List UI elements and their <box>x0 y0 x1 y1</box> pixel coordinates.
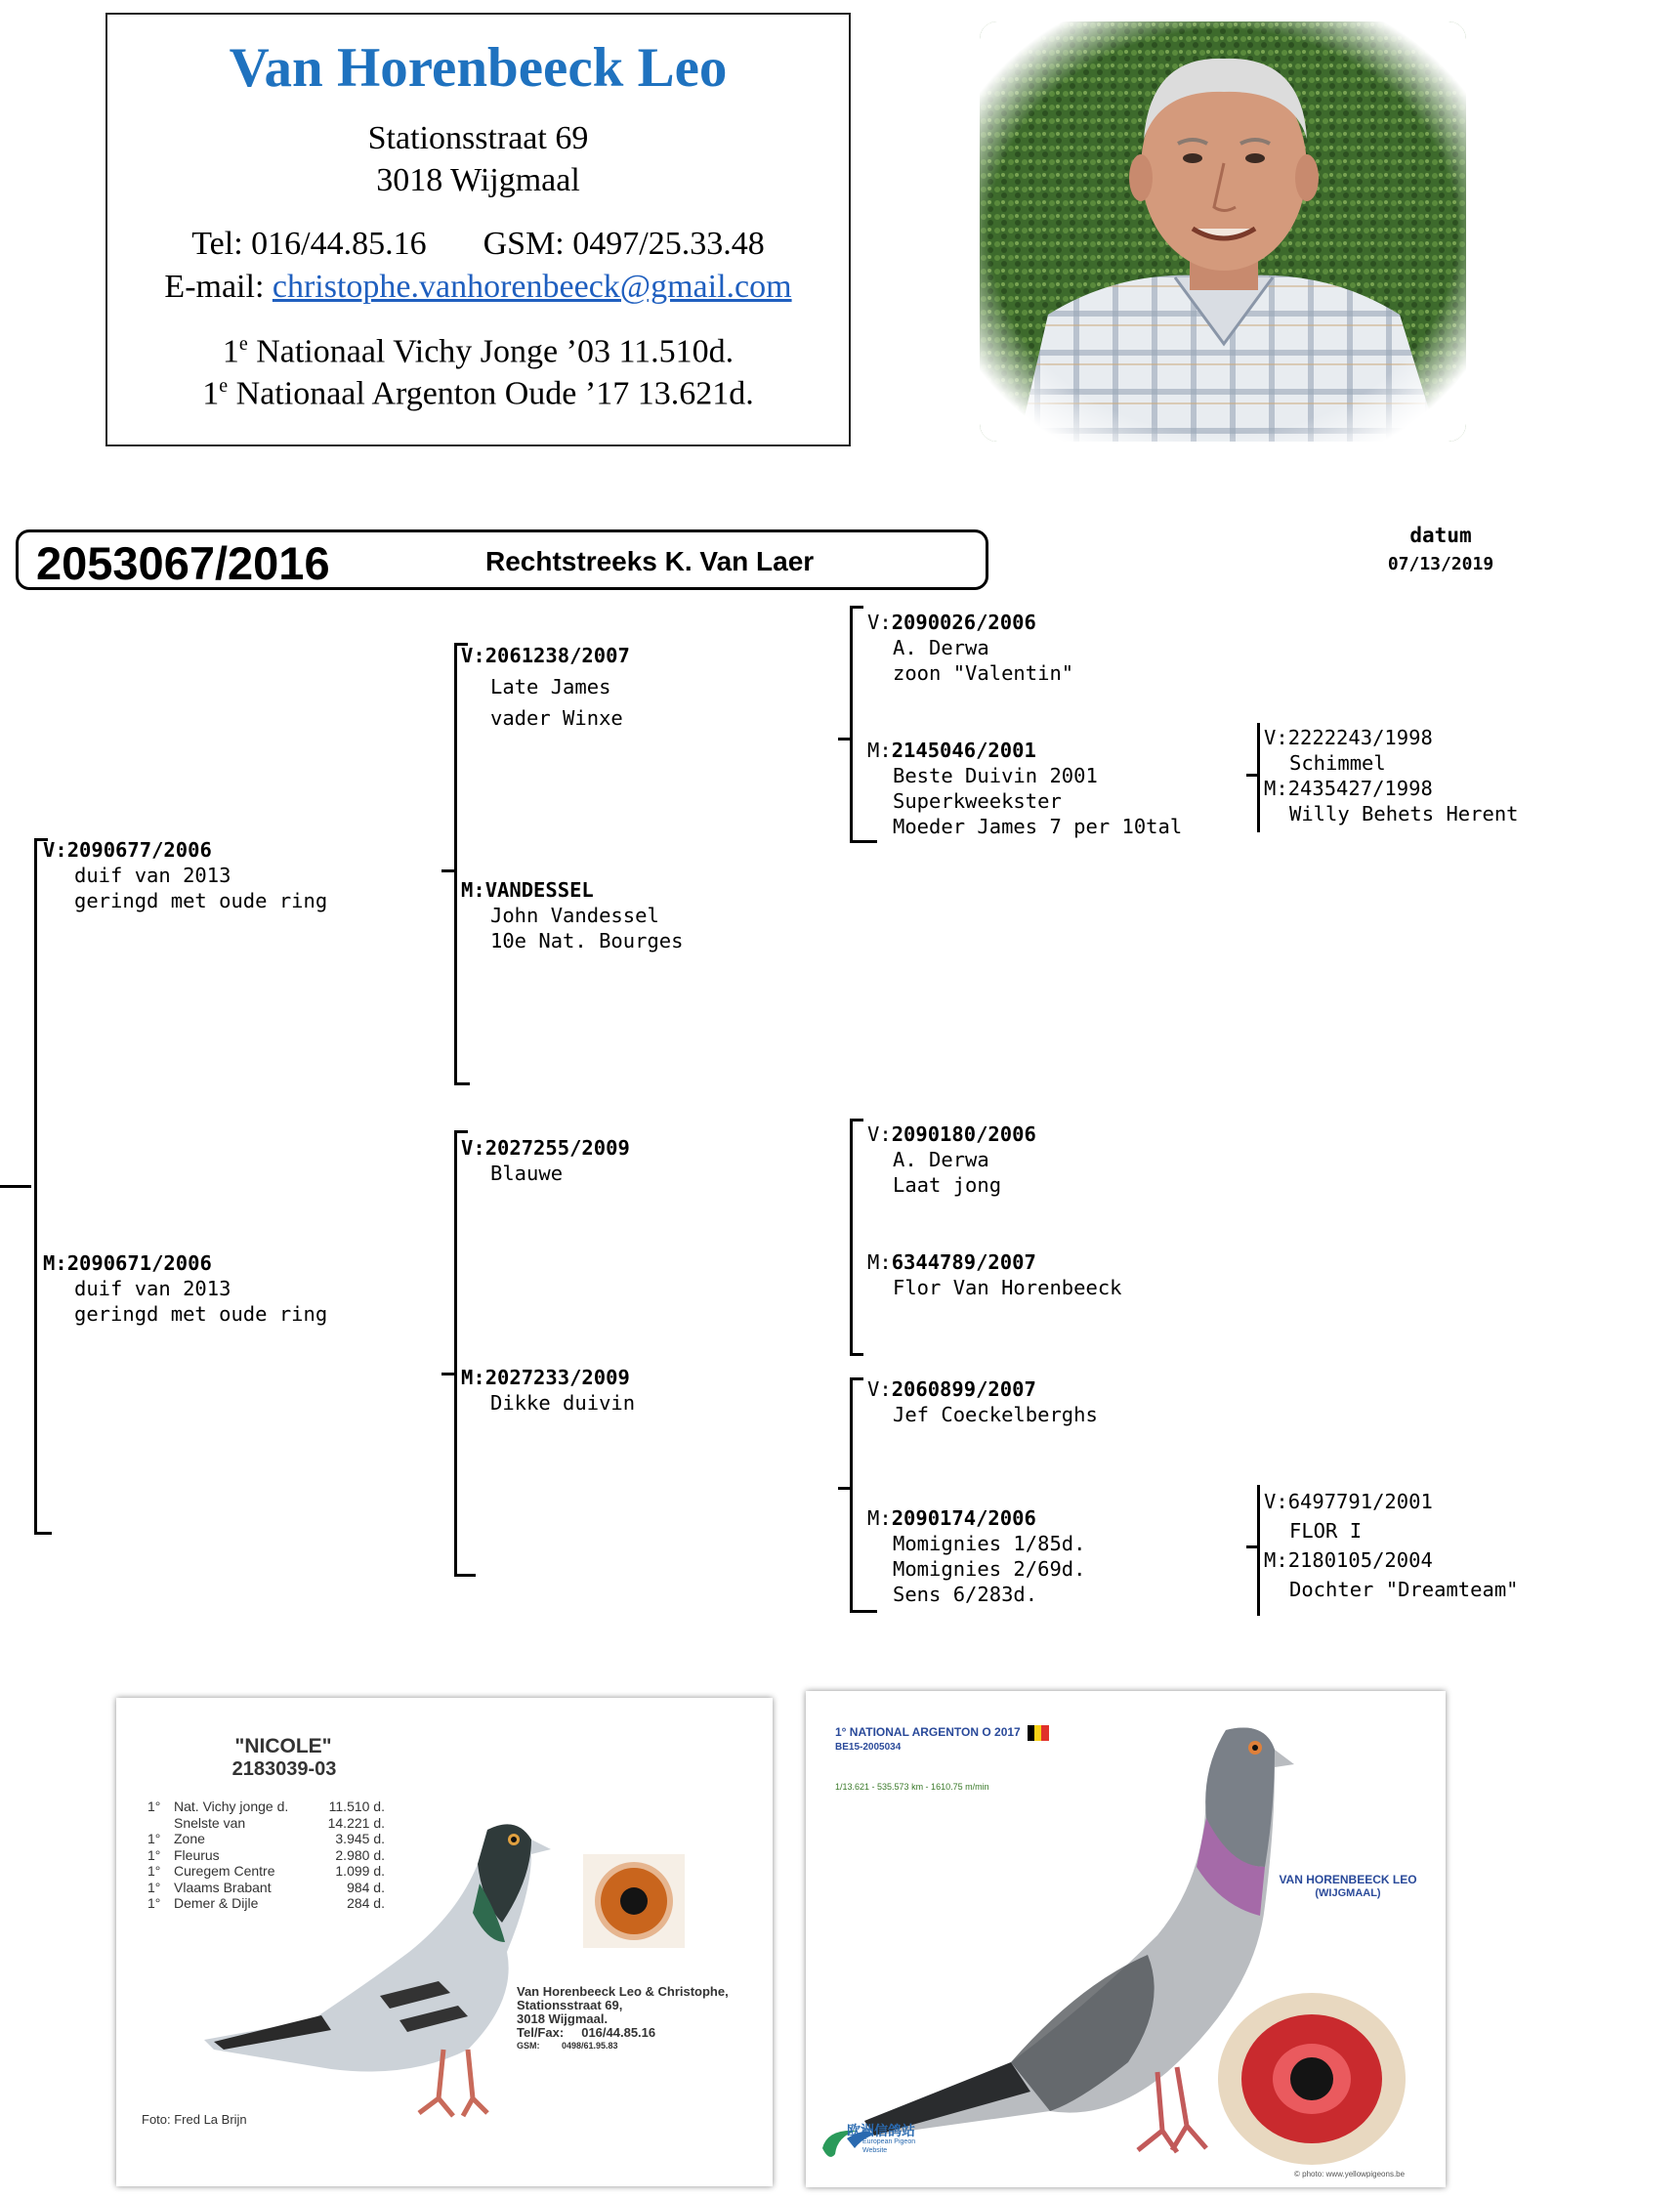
sire-entry <box>43 837 327 913</box>
card1-result-rank: 1° <box>147 1831 161 1846</box>
connector-dam-mid <box>441 1373 455 1375</box>
card2-owner: VAN HORENBEECK LEO <box>1279 1873 1417 1886</box>
ssd-line-2: Superkweekster <box>893 789 1062 813</box>
ds-line-1: Blauwe <box>490 1162 564 1185</box>
sire-sire-entry <box>461 640 630 734</box>
dam-ring: 2090671/2006 <box>66 1251 212 1275</box>
connector-gen2-sire <box>454 643 457 1084</box>
card1-owner-line: GSM: 0498/61.95.83 <box>517 2041 618 2051</box>
ssd-line-3: Moeder James 7 per 10tal <box>893 815 1183 838</box>
portrait-image <box>980 21 1466 442</box>
sire-prefix: V: <box>43 838 67 862</box>
sd-prefix: M: <box>461 878 485 902</box>
pigeon-card-argenton <box>806 1691 1446 2187</box>
card1-name: "NICOLE" <box>234 1735 332 1757</box>
ssd-prefix: M: <box>867 739 892 762</box>
dd-ring: 2027233/2009 <box>484 1366 630 1389</box>
dam-prefix: M: <box>43 1251 67 1275</box>
sire-line-2: geringd met oude ring <box>74 889 328 912</box>
ddd-ring: 2090174/2006 <box>891 1506 1036 1530</box>
email-label: E-mail: <box>164 269 273 305</box>
connector-dam-tick <box>34 1532 52 1535</box>
achievement-1-rank: 1 <box>222 333 239 370</box>
card1-photo-credit: Foto: Fred La Brijn <box>142 2112 247 2127</box>
ssd-d-prefix: M: <box>1264 777 1288 800</box>
connector-sd-tick <box>454 1082 470 1085</box>
dss-line-1: A. Derwa <box>893 1148 989 1171</box>
connector-dds-tick <box>850 1377 863 1380</box>
card1-owner-line: 3018 Wijgmaal. <box>517 2011 609 2026</box>
card1-owner-line: Stationsstraat 69, <box>517 1998 623 2012</box>
card1-result-race: Snelste van <box>174 1814 246 1831</box>
ss-line-1: Late James <box>490 675 611 698</box>
ds-ring: 2027255/2009 <box>484 1136 630 1160</box>
ssd-d-line: Willy Behets Herent <box>1289 802 1519 825</box>
dam-line-1: duif van 2013 <box>74 1277 231 1300</box>
connector-gen3-1-mid <box>838 738 852 740</box>
card1-result-rank: 1° <box>147 1895 161 1911</box>
dd-line-1: Dikke duivin <box>490 1391 636 1415</box>
connector-root <box>0 1185 31 1188</box>
owner-name: Van Horenbeeck Leo <box>229 37 728 99</box>
pigeon-ring-number: 2053067/2016 <box>36 537 330 589</box>
ss-line-2: vader Winxe <box>490 706 623 730</box>
card1-result-birds: 14.221 d. <box>327 1814 385 1831</box>
card1-result-race: Nat. Vichy jonge d. <box>174 1798 289 1814</box>
connector-ddd-tick <box>850 1610 877 1613</box>
sss-line-2: zoon "Valentin" <box>893 661 1074 685</box>
ss-prefix: V: <box>461 644 485 667</box>
dd-prefix: M: <box>461 1366 485 1389</box>
ddd-prefix: M: <box>867 1506 892 1530</box>
card1-result-birds: 984 d. <box>347 1879 385 1895</box>
dsd-entry <box>867 1249 1122 1300</box>
card2-title-text: 1° NATIONAL ARGENTON O 2017 <box>835 1725 1021 1740</box>
ddd-d-line: Dochter "Dreamteam" <box>1289 1578 1519 1601</box>
card1-result-birds: 284 d. <box>347 1895 385 1911</box>
sire-line-1: duif van 2013 <box>74 864 231 887</box>
card1-result-race: Demer & Dijle <box>174 1895 259 1911</box>
connector-dss-tick <box>850 1119 863 1121</box>
ssd-ring: 2145046/2001 <box>891 739 1036 762</box>
date-value: 07/13/2019 <box>1387 554 1494 574</box>
card1-owner-line: Van Horenbeeck Leo & Christophe, <box>517 1984 729 1999</box>
dss-ring: 2090180/2006 <box>891 1122 1036 1146</box>
sd-ring: VANDESSEL <box>484 878 594 902</box>
logo-en-text-1: European Pigeon <box>862 2138 916 2145</box>
pedigree-header <box>16 529 988 590</box>
card1-result-rank: 1° <box>147 1846 161 1863</box>
eye-inset-nicole <box>583 1854 685 1948</box>
ddd-d-prefix: M: <box>1264 1548 1288 1572</box>
dam-sire-entry <box>461 1135 630 1186</box>
ssd-s-prefix: V: <box>1264 726 1288 749</box>
achievement-1 <box>107 333 849 370</box>
card1-result-rank: 1° <box>147 1879 161 1895</box>
connector-gen2-dam <box>454 1130 457 1576</box>
connector-dd-tick <box>454 1574 476 1577</box>
dds-line-1: Jef Coeckelberghs <box>893 1403 1098 1426</box>
ddd-line-2: Momignies 2/69d. <box>893 1557 1086 1581</box>
dsd-ring: 6344789/2007 <box>891 1250 1036 1274</box>
card1-result-birds: 1.099 d. <box>335 1863 385 1879</box>
eye-inset-argenton <box>1214 1989 1409 2170</box>
achievement-1-sup: e <box>238 333 248 355</box>
ddd-s-prefix: V: <box>1264 1490 1288 1513</box>
ssd-s-line: Schimmel <box>1289 751 1386 775</box>
connector-gen4-1-mid <box>1246 774 1258 777</box>
card2-owner-town: (WIJGMAAL) <box>1315 1887 1381 1899</box>
logo-cn-text: 欧洲信鸽站 <box>847 2123 915 2138</box>
pigeon-origin: Rechtstreeks K. Van Laer <box>485 546 815 576</box>
card2-stats: 1/13.621 - 535.573 km - 1610.75 m/min <box>835 1782 989 1792</box>
tel-number: Tel: 016/44.85.16 <box>191 226 427 262</box>
card1-result-race: Zone <box>174 1831 205 1846</box>
ds-prefix: V: <box>461 1136 485 1160</box>
card1-ring: 2183039-03 <box>231 1758 337 1780</box>
sss-entry <box>867 610 1073 686</box>
dss-prefix: V: <box>867 1122 892 1146</box>
connector-gen3-3-mid <box>838 1487 852 1490</box>
card1-result-race: Vlaams Brabant <box>174 1879 272 1895</box>
dss-line-2: Laat jong <box>893 1173 1002 1197</box>
ssd-entry <box>867 738 1182 839</box>
dam-line-2: geringd met oude ring <box>74 1302 328 1326</box>
card2-photo-credit: © photo: www.yellowpigeons.be <box>1294 2170 1406 2179</box>
card1-result-race: Fleurus <box>174 1846 220 1863</box>
card1-result-birds: 3.945 d. <box>335 1831 385 1846</box>
sd-line-2: 10e Nat. Bourges <box>490 929 684 952</box>
gsm-number: GSM: 0497/25.33.48 <box>483 226 765 262</box>
card1-result-birds: 11.510 d. <box>328 1798 385 1814</box>
connector-dsd-tick <box>850 1353 863 1356</box>
address-city: 3018 Wijgmaal <box>376 162 580 198</box>
card1-result-race: Curegem Centre <box>174 1863 275 1879</box>
connector-gen1 <box>34 838 37 1534</box>
owner-portrait <box>980 21 1466 442</box>
ddd-s-ring: 6497791/2001 <box>1287 1490 1433 1513</box>
dds-ring: 2060899/2007 <box>891 1377 1036 1401</box>
connector-gen4-1 <box>1257 723 1260 832</box>
dam-entry <box>43 1250 327 1327</box>
connector-gen4-2 <box>1257 1485 1260 1616</box>
card1-owner-line: Tel/Fax: 016/44.85.16 <box>517 2025 656 2040</box>
date-label: datum <box>1409 524 1472 547</box>
contact-box <box>105 13 851 446</box>
connector-sss-tick <box>850 606 863 609</box>
address-street: Stationsstraat 69 <box>367 120 589 156</box>
phone-line <box>107 226 849 263</box>
email-line <box>107 269 849 306</box>
ddd-line-1: Momignies 1/85d. <box>893 1532 1086 1555</box>
ssd-line-1: Beste Duivin 2001 <box>893 764 1098 787</box>
ddd-d-ring: 2180105/2004 <box>1287 1548 1433 1572</box>
ddd-entry <box>867 1505 1085 1607</box>
logo-en-text-2: Website <box>862 2147 888 2154</box>
sd-line-1: John Vandessel <box>490 904 659 927</box>
sire-ring: 2090677/2006 <box>66 838 212 862</box>
card1-owner-block <box>517 1985 729 2052</box>
achievement-2-rank: 1 <box>202 375 220 412</box>
connector-ssd-tick <box>850 840 877 843</box>
ddd-line-3: Sens 6/283d. <box>893 1583 1038 1606</box>
dsd-prefix: M: <box>867 1250 892 1274</box>
pigeon-card-nicole <box>116 1698 773 2186</box>
achievement-2-text: Nationaal Argenton Oude ’17 13.621d. <box>228 375 754 412</box>
achievement-1-text: Nationaal Vichy Jonge ’03 11.510d. <box>247 333 735 370</box>
achievement-2 <box>107 375 849 412</box>
achievement-2-sup: e <box>219 375 229 397</box>
gen4-top-entry <box>1264 725 1519 826</box>
ss-ring: 2061238/2007 <box>484 644 630 667</box>
sss-ring: 2090026/2006 <box>891 611 1036 634</box>
dds-entry <box>867 1376 1098 1427</box>
connector-sire-mid <box>441 869 455 872</box>
dds-prefix: V: <box>867 1377 892 1401</box>
gen4-bottom-entry <box>1264 1487 1519 1604</box>
email-link[interactable]: christophe.vanhorenbeeck@gmail.com <box>272 269 792 305</box>
connector-gen3-2 <box>850 1119 853 1355</box>
sss-line-1: A. Derwa <box>893 636 989 659</box>
card1-result-rank: 1° <box>147 1863 161 1879</box>
card1-result-rank: 1° <box>147 1798 161 1814</box>
sire-dam-entry <box>461 877 683 953</box>
connector-gen4-2-mid <box>1246 1545 1258 1548</box>
connector-gen3-3 <box>850 1377 853 1612</box>
dam-dam-entry <box>461 1365 635 1416</box>
dss-entry <box>867 1121 1036 1198</box>
sss-prefix: V: <box>867 611 892 634</box>
connector-ds-tick <box>454 1130 468 1133</box>
card2-ring: BE15-2005034 <box>835 1742 902 1753</box>
ddd-s-line: FLOR I <box>1289 1519 1363 1543</box>
connector-gen3-1 <box>850 606 853 842</box>
ssd-d-ring: 2435427/1998 <box>1287 777 1433 800</box>
dsd-line-1: Flor Van Horenbeeck <box>893 1276 1122 1299</box>
card1-result-birds: 2.980 d. <box>335 1846 385 1863</box>
pigeon-illustration-nicole <box>194 1756 663 2167</box>
ssd-s-ring: 2222243/1998 <box>1287 726 1433 749</box>
